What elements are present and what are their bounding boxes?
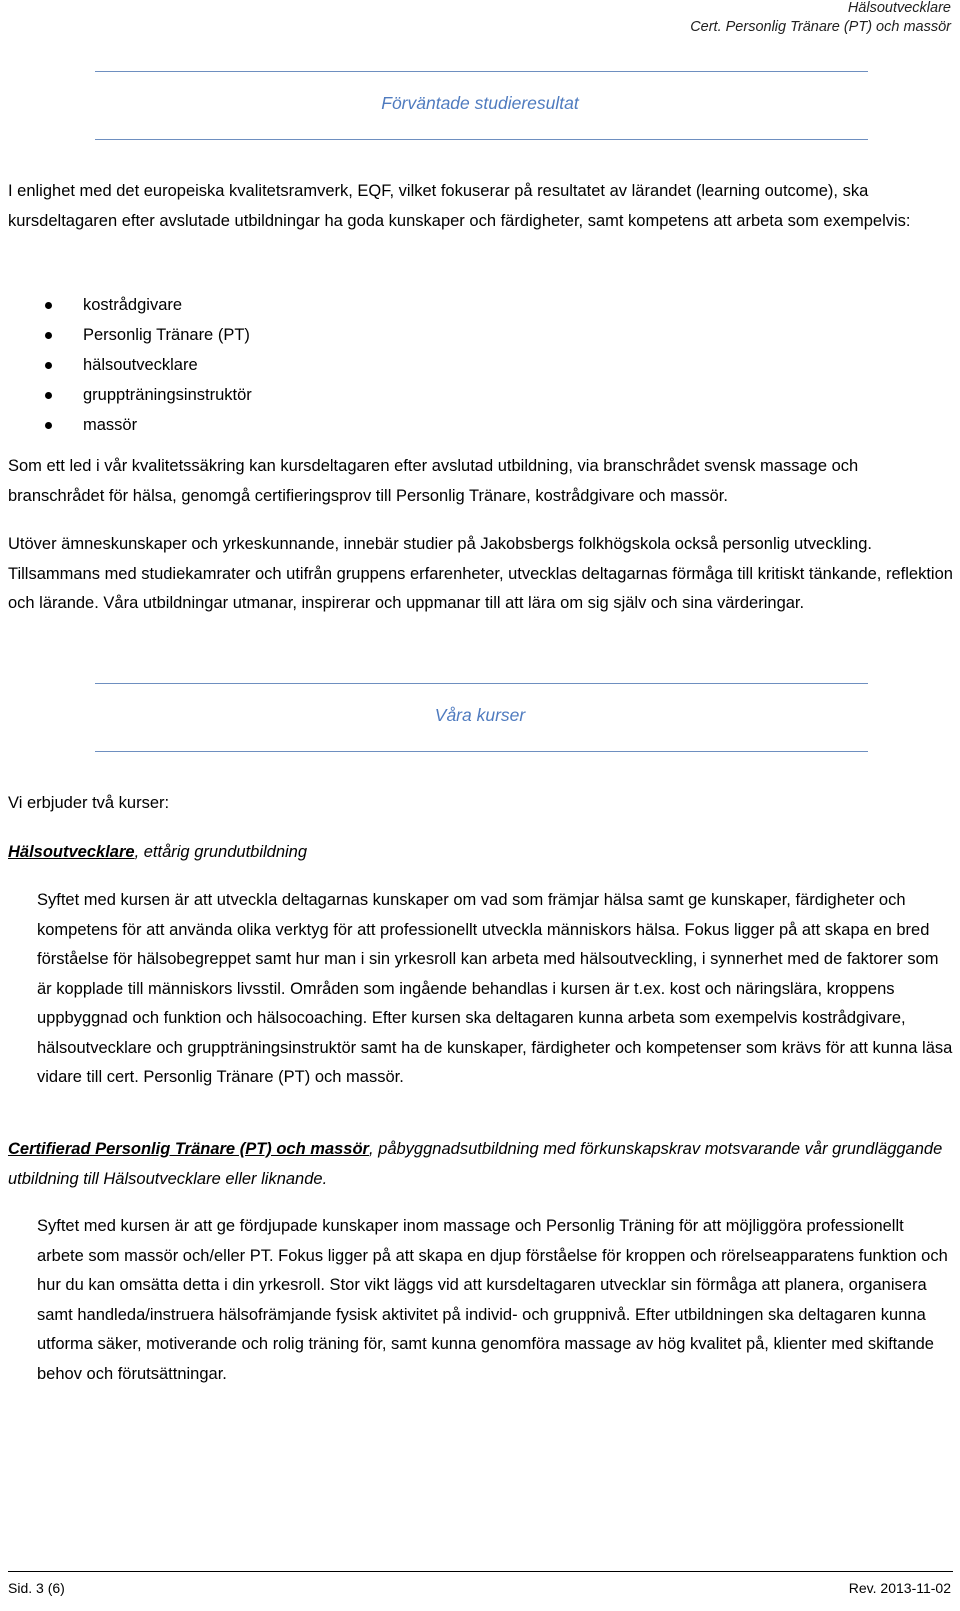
footer-rule xyxy=(8,1571,953,1572)
career-list xyxy=(0,290,252,440)
section-rule-top xyxy=(95,71,868,72)
course-1-subtitle: , ettårig grundutbildning xyxy=(134,843,308,861)
bullet-icon xyxy=(45,362,52,369)
intro-paragraph: I enlighet med det europeiska kvalitetsramverk, EQF, vilket fokuserar på resultatet av lärandet (learning outcome), ska kursdeltagaren efter avslutade utbildningar ha goda kunskaper och färdigheter, samt kompetens att arbeta som exempelvis: xyxy=(8,182,911,230)
course-1-description: Syftet med kursen är att utveckla deltagarnas kunskaper om vad som främjar hälsa samt ge kunskaper, färdigheter och kompetens för att använda olika verktyg för att professionellt utveckla människors hälsa. Fokus ligger på att skapa en bred förståelse för hälsobegreppet samt hur man i sin yrkesroll kan arbeta med hälsoutveckling, i synnerhet med de faktorer som är kopplade till människors livsstil. Områden som ingående behandlas i kursen är t.ex. kost och näringslära, kroppens uppbyggnad och funktion och hälsocoaching. Efter kursen ska deltagaren kunna arbeta som exempelvis kostrådgivare, hälsoutvecklare och gruppträningsinstruktör samt ha de kunskaper, färdigheter och kompetenser som krävs för att kunna läsa vidare till cert. Personlig Tränare (PT) och massör. xyxy=(37,891,953,1086)
section-title-kurser: Våra kurser xyxy=(434,705,526,725)
header-line-2: Cert. Personlig Tränare (PT) och massör xyxy=(690,19,951,35)
course-1-heading xyxy=(8,838,953,868)
list-item: Personlig Tränare (PT) xyxy=(0,320,252,350)
bullet-icon xyxy=(45,302,52,309)
list-item: massör xyxy=(0,410,252,440)
certification-paragraph: Som ett led i vår kvalitetssäkring kan kursdeltagaren efter avslutad utbildning, via branschrådet svensk massage och branschrådet för hälsa, genomgå certifieringsprov till Personlig Tränare, kostrådgivare och massör. xyxy=(8,457,859,505)
page-number: Sid. 3 (6) xyxy=(8,1580,65,1596)
courses-intro: Vi erbjuder två kurser: xyxy=(8,794,170,812)
section-rule-bottom xyxy=(95,139,868,140)
list-item: gruppträningsinstruktör xyxy=(0,380,252,410)
course-2-description: Syftet med kursen är att ge fördjupade kunskaper inom massage och Personlig Träning för att möjliggöra professionellt arbete som massör och/eller PT. Fokus ligger på att skapa en djup förståelse för kroppen och rörelseapparatens funktion och hur du kan omsätta detta i din yrkesroll. Stor vikt läggs vid att kursdeltagaren utvecklar sin förmåga att planera, organisera samt handleda/instruera hälsofrämjande fysisk aktivitet på individ- och gruppnivå. Efter utbildningen ska deltagaren kunna utforma säker, motiverande och rolig träning för, samt kunna genomföra massage av hög kvalitet på, klienter med skiftande behov och förutsättningar. xyxy=(37,1217,948,1383)
section-title-studieresultat: Förväntade studieresultat xyxy=(381,93,579,113)
course-2-heading xyxy=(8,1135,953,1194)
course-2-subtitle: , påbyggnadsutbildning med förkunskapskrav motsvarande vår grundläggande utbildning till Hälsoutvecklare eller liknande. xyxy=(8,1140,943,1188)
bullet-icon xyxy=(45,422,52,429)
list-item: hälsoutvecklare xyxy=(0,350,252,380)
bullet-icon xyxy=(45,392,52,399)
bullet-icon xyxy=(45,332,52,339)
header-line-1: Hälsoutvecklare xyxy=(847,0,951,16)
list-item: kostrådgivare xyxy=(0,290,252,320)
section-rule-top xyxy=(95,683,868,684)
section-rule-bottom xyxy=(95,751,868,752)
course-2-name: Certifierad Personlig Tränare (PT) och massör xyxy=(8,1140,369,1158)
personal-development-paragraph: Utöver ämneskunskaper och yrkeskunnande, innebär studier på Jakobsbergs folkhögskola också personlig utveckling. Tillsammans med studiekamrater och utifrån gruppens erfarenheter, utvecklas deltagarnas förmåga till kritiskt tänkande, reflektion och lärande. Våra utbildningar utmanar, inspirerar och uppmanar till att lära om sig själv och sina värderingar. xyxy=(8,535,953,612)
course-1-name: Hälsoutvecklare xyxy=(8,843,135,861)
revision-date: Rev. 2013-11-02 xyxy=(848,1580,951,1596)
